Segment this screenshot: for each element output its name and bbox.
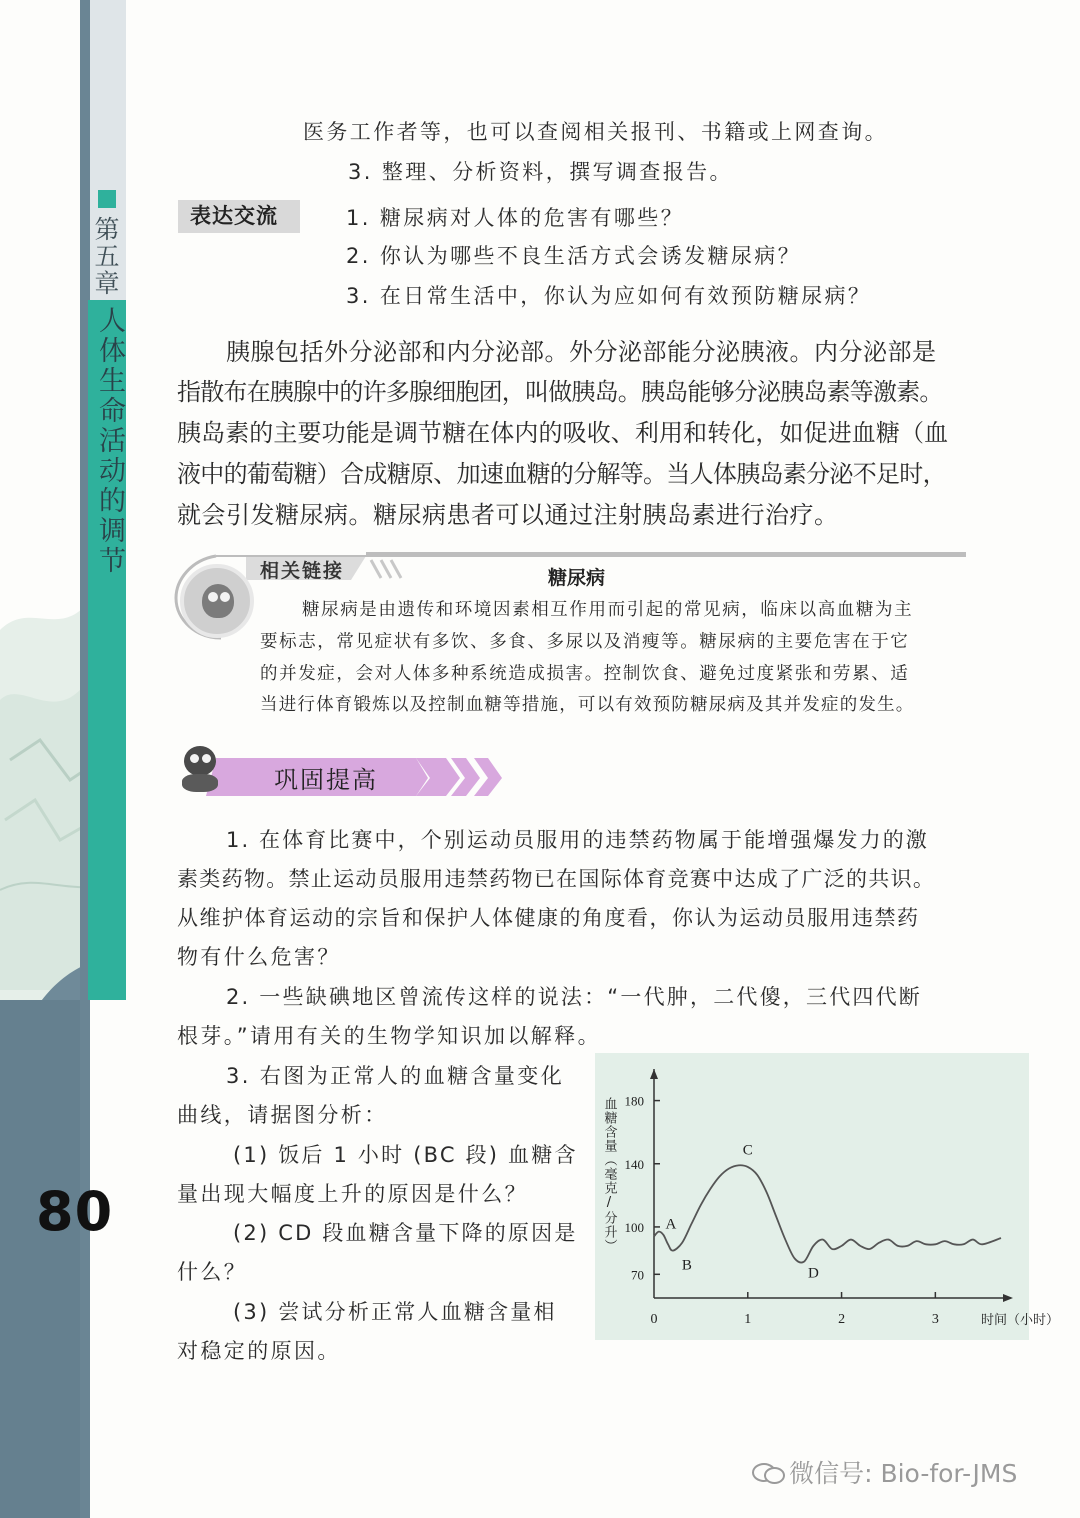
panda-icon bbox=[178, 742, 222, 792]
question-3-line-7: (3) 尝试分析正常人血糖含量相 bbox=[233, 1300, 557, 1324]
main-paragraph-line-5: 就会引发糖尿病。糖尿病患者可以通过注射胰岛素进行治疗。 bbox=[177, 501, 839, 529]
related-link-label: 相关链接 bbox=[260, 560, 345, 582]
consolidate-banner bbox=[176, 740, 506, 800]
related-link-line-3: 的并发症，会对人体多种系统造成损害。控制饮食、避免过度紧张和劳累、适 bbox=[260, 664, 910, 684]
question-1-line-1: 1. 在体育比赛中，个别运动员服用的违禁药物属于能增强爆发力的激 bbox=[226, 828, 929, 852]
page-number: 80 bbox=[36, 1180, 114, 1243]
chapter-number bbox=[90, 216, 126, 297]
question-3-line-5: (2) CD 段血糖含量下降的原因是 bbox=[233, 1221, 578, 1245]
main-paragraph-line-2: 指散布在胰腺中的许多腺细胞团，叫做胰岛。胰岛能够分泌胰岛素等激素。 bbox=[177, 378, 943, 406]
mascot-eye-icon bbox=[220, 592, 230, 602]
chart-point-label-a: A bbox=[665, 1216, 677, 1233]
related-link-line-2: 要标志，常见症状有多饮、多食、多尿以及消瘦等。糖尿病的主要危害在于它 bbox=[260, 632, 910, 652]
expression-question-3: 3. 在日常生活中，你认为应如何有效预防糖尿病？ bbox=[346, 284, 872, 308]
left-decoration bbox=[0, 0, 130, 1518]
question-3-line-4: 量出现大幅度上升的原因是什么？ bbox=[177, 1182, 528, 1206]
chart-y-tick-label: 100 bbox=[624, 1219, 644, 1235]
question-1-line-3: 从维护体育运动的宗旨和保护人体健康的角度看，你认为运动员服用违禁药 bbox=[177, 906, 920, 930]
chart-y-tick-label: 180 bbox=[624, 1093, 644, 1109]
chart-x-tick-label: 0 bbox=[650, 1312, 658, 1327]
chart-point-label-b: B bbox=[681, 1257, 692, 1274]
mascot-circle bbox=[180, 564, 254, 638]
question-3-line-3: (1) 饭后 1 小时 (BC 段) 血糖含 bbox=[233, 1143, 578, 1167]
expression-question-1: 1. 糖尿病对人体的危害有哪些？ bbox=[346, 206, 685, 230]
question-3-line-6: 什么？ bbox=[177, 1260, 248, 1284]
chart-x-tick-label: 2 bbox=[838, 1312, 846, 1327]
wechat-icon bbox=[752, 1461, 784, 1483]
chart-y-tick-label: 70 bbox=[631, 1267, 644, 1283]
chapter-title bbox=[90, 306, 126, 576]
mascot-icon bbox=[202, 584, 234, 618]
main-paragraph-line-3: 胰岛素的主要功能是调节糖在体内的吸收、利用和转化，如促进血糖（血 bbox=[177, 419, 949, 447]
chart-x-tick-label: 1 bbox=[744, 1312, 752, 1327]
chapter-title-text: 人体生命活动的调节 bbox=[94, 306, 125, 576]
question-1-line-4: 物有什么危害？ bbox=[177, 945, 341, 969]
consolidate-banner-text: 巩固提高 bbox=[274, 766, 378, 794]
chart-y-tick-label: 140 bbox=[624, 1156, 644, 1172]
chart-point-label-d: D bbox=[808, 1265, 819, 1282]
expression-label-box bbox=[178, 200, 300, 233]
survey-intro-line: 医务工作者等，也可以查阅相关报刊、书籍或上网查询。 bbox=[303, 120, 888, 144]
chart-point-label-c: C bbox=[742, 1142, 753, 1159]
question-3-line-8: 对稳定的原因。 bbox=[177, 1339, 341, 1363]
related-link-title: 糖尿病 bbox=[548, 567, 606, 589]
chart-canvas bbox=[595, 1053, 1060, 1340]
main-paragraph-line-1: 胰腺包括外分泌部和内分泌部。外分泌部能分泌胰液。内分泌部是 bbox=[226, 338, 937, 366]
chart-y-axis-label: 血糖含量（毫克/分升） bbox=[601, 1097, 617, 1253]
watermark-text: 微信号: Bio-for-JMS bbox=[789, 1459, 1018, 1488]
expression-label: 表达交流 bbox=[190, 204, 278, 228]
question-2-line-2: 根芽。”请用有关的生物学知识加以解释。 bbox=[177, 1024, 601, 1048]
watermark bbox=[752, 1454, 1017, 1488]
related-link-line-1: 糖尿病是由遗传和环境因素相互作用而引起的常见病，临床以高血糖为主 bbox=[302, 600, 914, 620]
related-link-line-4: 当进行体育锻炼以及控制血糖等措施，可以有效预防糖尿病及其并发症的发生。 bbox=[260, 695, 915, 715]
main-paragraph-line-4: 液中的葡萄糖）合成糖原、加速血糖的分解等。当人体胰岛素分泌不足时， bbox=[177, 460, 946, 488]
chart-x-tick-label: 3 bbox=[931, 1312, 939, 1327]
related-link-box bbox=[176, 550, 966, 720]
question-3-line-2: 曲线，请据图分析： bbox=[177, 1103, 388, 1127]
mascot-eye-icon bbox=[208, 592, 218, 602]
chart-background bbox=[595, 1053, 1029, 1340]
question-3-line-1: 3. 右图为正常人的血糖含量变化 bbox=[226, 1064, 565, 1088]
question-1-line-2: 素类药物。禁止运动员服用违禁药物已在国际体育竞赛中达成了广泛的共识。 bbox=[177, 867, 936, 891]
expression-question-2: 2. 你认为哪些不良生活方式会诱发糖尿病？ bbox=[346, 244, 802, 268]
question-2-line-1: 2. 一些缺碘地区曾流传这样的说法：“一代肿，二代傻，三代四代断 bbox=[226, 985, 922, 1009]
blood-sugar-chart bbox=[595, 1053, 1060, 1340]
survey-step-3: 3. 整理、分析资料，撰写调查报告。 bbox=[348, 160, 733, 184]
chapter-number-text: 第五章 bbox=[91, 216, 120, 297]
chart-x-axis-label: 时间（小时） bbox=[981, 1313, 1060, 1328]
